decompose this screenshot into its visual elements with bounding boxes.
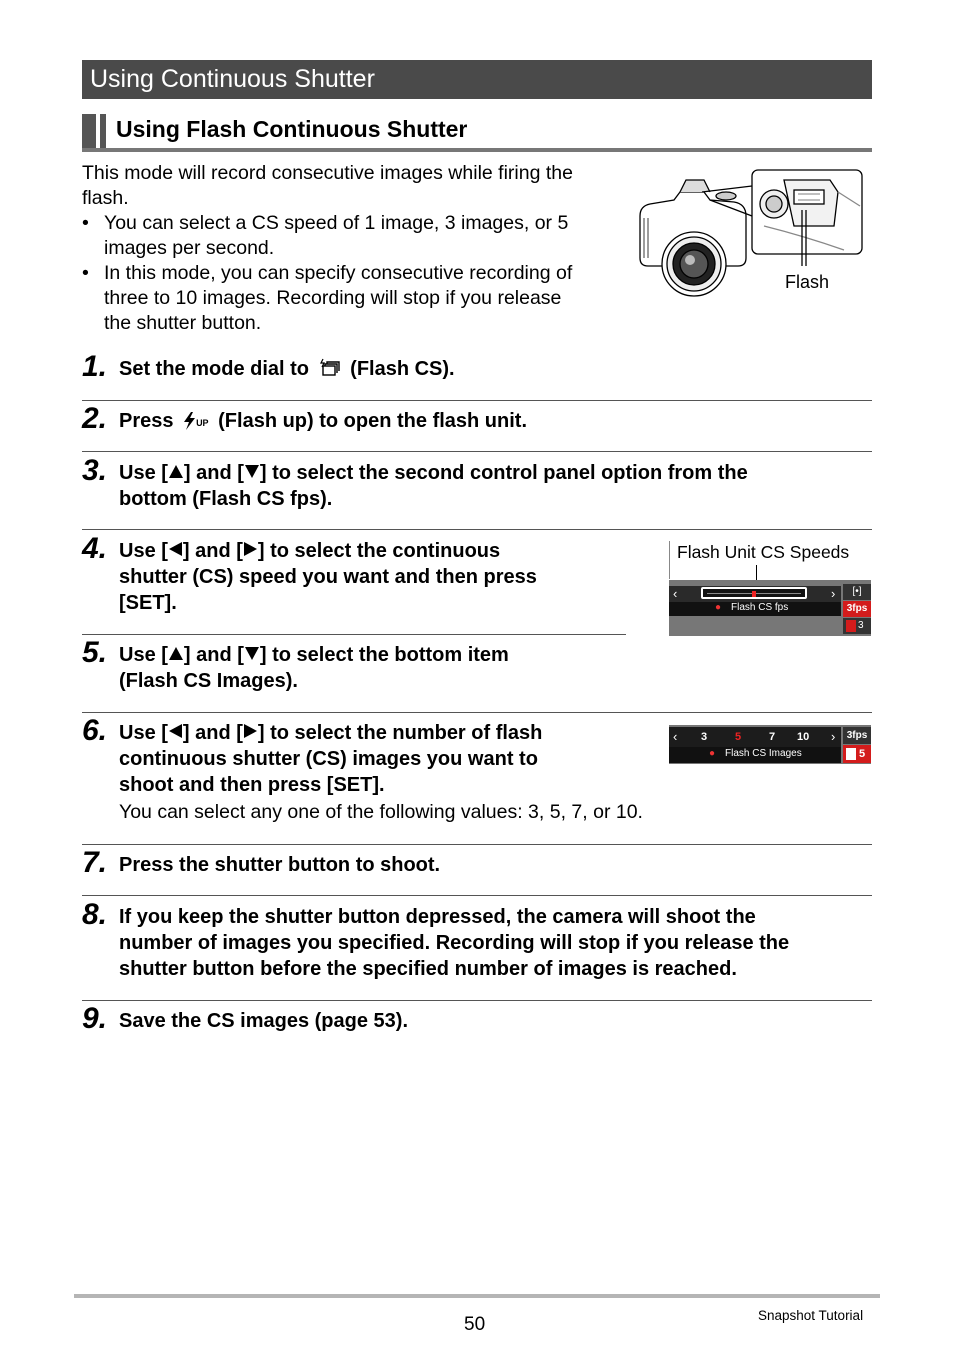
cs-images-option-selected[interactable]: 5 [735,731,742,743]
step-7-text: Press the shutter button to shoot. [119,854,441,876]
flash-images-icon [846,748,856,760]
up-arrow-icon [169,647,183,660]
intro-line: flash. [82,187,129,209]
step-text-part: (Flash CS). [350,358,455,380]
right-arrow-icon [244,542,257,556]
step-number: 9. [82,1002,108,1035]
label-pointer [756,565,757,580]
subsection-rule [82,148,872,152]
step-4-text [119,538,537,616]
slider-thumb [752,591,756,597]
intro-bullet [82,211,622,261]
camera-figure [634,166,866,298]
step-text-part: ] and [ [182,540,243,562]
step-number: 4. [82,532,108,565]
cs-images-panel-figure [669,725,871,764]
step-divider [82,451,872,452]
step-text-line: continuous shutter (CS) images you want to [119,748,538,770]
subsection-marker [82,114,110,148]
step-6-text [119,720,542,798]
step-divider [82,529,872,530]
nav-right-icon: › [831,729,836,744]
bullet-line: the shutter button. [104,312,262,334]
right-arrow-icon [244,724,257,738]
step-number: 3. [82,454,108,487]
intro-paragraph [82,161,573,211]
left-arrow-icon [169,542,182,556]
flash-up-icon [183,408,209,436]
step-text-line: shutter (CS) speed you want and then press [119,566,537,588]
step-divider [82,844,872,845]
flash-label: Flash [785,272,830,292]
step-text-part: Use [ [119,462,168,484]
flash-cs-icon: ● [715,602,722,613]
cs-images-option[interactable]: 3 [701,731,708,743]
step-1-text [119,356,455,382]
step-text-part: Use [ [119,722,168,744]
footer-rule [74,1294,880,1298]
step-2-text [119,408,527,436]
panel-side-fps[interactable]: 3fps [843,601,871,617]
flash-cs-mode-icon [319,358,341,378]
panel-side-bottom[interactable] [843,745,871,763]
cs-speed-panel-figure [669,541,871,636]
panel-item-row [669,602,841,616]
step-number: 1. [82,350,108,383]
step-number: 8. [82,898,108,931]
flash-unit-cs-speeds-label: Flash Unit CS Speeds [677,542,850,562]
step-divider [82,895,872,896]
step-9-text: Save the CS images (page 53). [119,1010,409,1032]
panel-screen [669,580,871,636]
bullet-line: three to 10 images. Recording will stop if you release [104,287,562,309]
step-number: 5. [82,636,108,669]
bullet-line: In this mode, you can specify consecutive recording of [104,262,573,284]
step-divider [82,712,872,713]
flash-cs-icon: ● [709,748,716,759]
step-3-text [119,460,748,512]
step-text-part: (Flash up) to open the flash unit. [218,410,528,432]
step-text-part: Set the mode dial to [119,358,310,380]
step-text-line: shutter button before the specified number of images is reached. [119,958,737,980]
panel-side-top[interactable]: [•] [843,584,871,600]
intro-line: This mode will record consecutive images while firing the [82,162,573,184]
step-5-text [119,642,509,694]
step-text-part: ] and [ [183,644,244,666]
bullet-dot: • [82,262,89,284]
nav-right-icon: › [831,586,836,601]
step-text-part: ] to select the second control panel option from the [259,462,748,484]
step-text-line: [SET]. [119,592,177,614]
step-text-part: ] to select the continuous [257,540,501,562]
intro-bullet [82,261,622,336]
panel-item-name: Flash CS Images [725,748,802,759]
panel-item-name: Flash CS fps [731,602,789,613]
step-number: 7. [82,846,108,879]
step-text-part: ] to select the number of flash [257,722,543,744]
step-text-part: ] to select the bottom item [259,644,509,666]
up-arrow-icon [169,465,183,478]
step-divider [82,634,626,635]
step-text-part: Use [ [119,644,168,666]
footer-section-name: Snapshot Tutorial [758,1308,864,1323]
panel-side-fps[interactable]: 3fps [843,727,871,744]
cs-images-option[interactable]: 10 [797,731,810,743]
step-text-line: bottom (Flash CS fps). [119,488,333,510]
subsection-title: Using Flash Continuous Shutter [116,116,468,142]
step-8-text [119,904,789,982]
step-text-part: ] and [ [182,722,243,744]
panel-side-count: 3 [858,620,864,631]
bullet-line: You can select a CS speed of 1 image, 3 images, or 5 [104,212,569,234]
step-number: 2. [82,402,108,435]
step-text-line: number of images you specified. Recording will stop if you release the [119,932,790,954]
step-number: 6. [82,714,108,747]
subsection-header [82,114,872,152]
down-arrow-icon [245,465,259,478]
panel-bar [669,727,841,747]
down-arrow-icon [245,647,259,660]
step-6-note: You can select any one of the following values: 3, 5, 7, or 10. [119,801,643,823]
step-text-line: If you keep the shutter button depressed, the camera will shoot the [119,906,756,928]
panel-item-row [669,747,841,763]
cs-speed-slider[interactable] [701,587,807,599]
bullet-dot: • [82,212,89,234]
step-text-part: Press [119,410,174,432]
cs-images-option[interactable]: 7 [769,731,776,743]
flash-images-icon [846,620,856,632]
left-arrow-icon [169,724,182,738]
step-text-part: Use [ [119,540,168,562]
panel-bar [669,586,841,602]
flash-up-icon-sub: UP [196,418,209,428]
camera-illustration [634,166,866,298]
step-text-part: ] and [ [183,462,244,484]
nav-left-icon: ‹ [673,586,678,601]
step-divider [82,1000,872,1001]
nav-left-icon: ‹ [673,729,678,744]
page-number: 50 [464,1314,486,1335]
panel-side-count: 5 [859,748,866,760]
step-divider [82,400,872,401]
section-title: Using Continuous Shutter [82,60,872,99]
panel-side-bottom[interactable] [843,618,871,634]
step-text-line: (Flash CS Images). [119,670,298,692]
step-text-line: shoot and then press [SET]. [119,774,385,796]
bullet-line: images per second. [104,237,275,259]
